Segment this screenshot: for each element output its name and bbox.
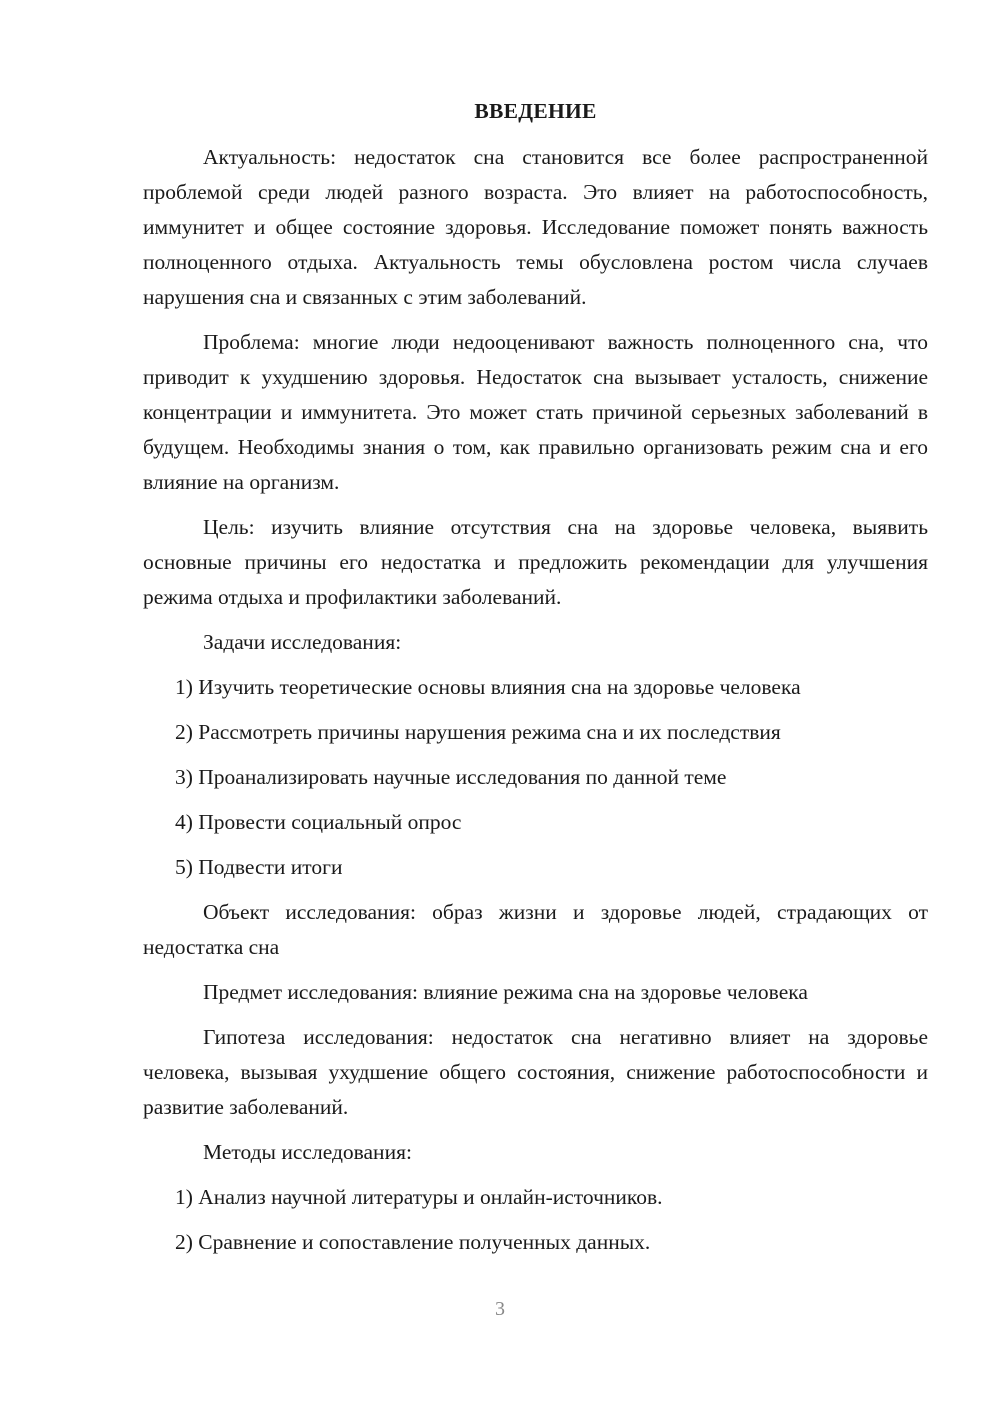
methods-list [143,1180,928,1260]
list-item: 1) Анализ научной литературы и онлайн-источников. [175,1185,663,1209]
goal-paragraph: Цель: изучить влияние отсутствия сна на здоровье человека, выявить основные причины его недостатка и предложить рекомендации для улучшения режима отдыха и профилактики заболеваний. [143,515,928,609]
list-item: 2) Сравнение и сопоставление полученных данных. [175,1230,651,1254]
list-item: 1) Изучить теоретические основы влияния сна на здоровье человека [175,675,801,699]
hypothesis-paragraph: Гипотеза исследования: недостаток сна негативно влияет на здоровье человека, вызывая ухудшение общего состояния, снижение работоспособности и развитие заболеваний. [143,1025,928,1119]
list-item: 5) Подвести итоги [175,855,343,879]
subject-paragraph: Предмет исследования: влияние режима сна на здоровье человека [203,980,808,1004]
problem-paragraph: Проблема: многие люди недооценивают важность полноценного сна, что приводит к ухудшению здоровья. Недостаток сна вызывает усталость, снижение концентрации и иммунитета. Это может стать причиной серьезных заболеваний в будущем. Необходимы знания о том, как правильно организовать режим сна и его влияние на организм. [143,330,928,494]
list-item: 3) Проанализировать научные исследования по данной теме [175,765,727,789]
relevance-paragraph: Актуальность: недостаток сна становится все более распространенной проблемой среди людей разного возраста. Это влияет на работоспособность, иммунитет и общее состояние здоровья. Исследование поможет понять важность полноценного отдыха. Актуальность темы обусловлена ростом числа случаев нарушения сна и связанных с этим заболеваний. [143,145,928,309]
list-item: 2) Рассмотреть причины нарушения режима сна и их последствия [175,720,781,744]
section-title: ВВЕДЕНИЕ [474,99,597,123]
tasks-heading: Задачи исследования: [203,630,402,654]
methods-heading: Методы исследования: [203,1140,412,1164]
object-paragraph: Объект исследования: образ жизни и здоровье людей, страдающих от недостатка сна [143,900,928,959]
tasks-list [143,670,928,885]
document-page [143,96,928,1270]
list-item: 4) Провести социальный опрос [175,810,462,834]
page-number: 3 [495,1298,505,1320]
